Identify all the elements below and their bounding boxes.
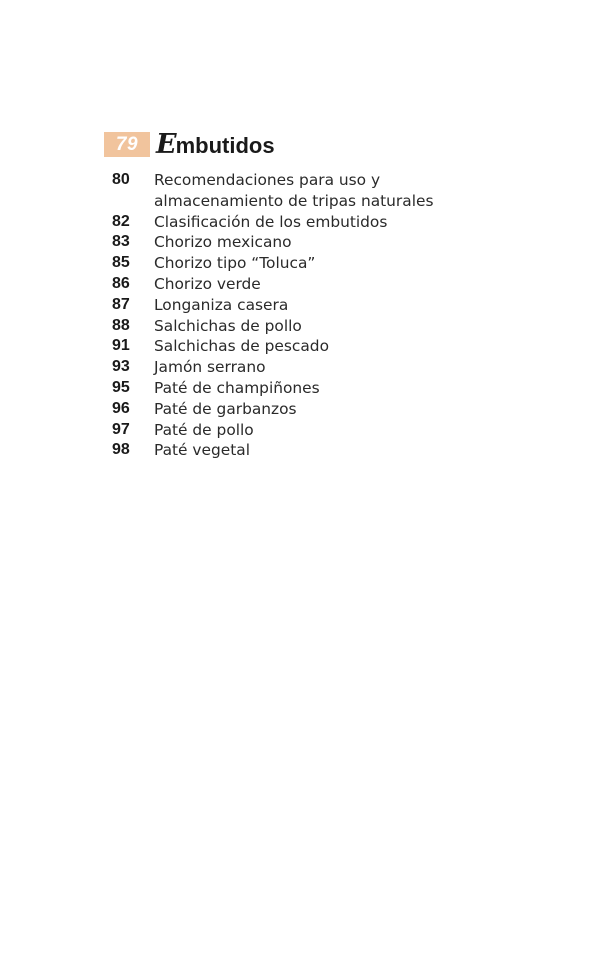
toc-entry	[112, 295, 532, 316]
toc-entry-title: Paté de champiñones	[154, 378, 320, 397]
toc-entry	[112, 440, 532, 461]
toc-entry-page: 85	[112, 254, 130, 272]
section-title-rest: mbutidos	[175, 132, 275, 158]
toc-entry-page: 86	[112, 274, 130, 292]
toc-entry-page: 80	[112, 171, 130, 188]
toc-entry-title: Jamón serrano	[154, 358, 266, 377]
toc-entry	[112, 232, 532, 253]
toc-entry	[112, 420, 532, 441]
toc-entry	[112, 170, 532, 212]
toc-entry-page: 96	[112, 399, 130, 417]
toc-entry-page: 98	[112, 441, 130, 459]
toc-entry-title: Recomendaciones para uso y almacenamiento de tripas naturales	[154, 171, 434, 210]
toc-entry-page: 91	[112, 337, 130, 355]
section-title	[156, 128, 275, 160]
toc-entry	[112, 399, 532, 420]
table-of-contents	[112, 170, 532, 461]
toc-entry-page: 87	[112, 295, 130, 313]
toc-entry-title: Paté vegetal	[154, 441, 250, 460]
toc-entry-title: Chorizo tipo “Toluca”	[154, 254, 316, 273]
toc-entry-page: 83	[112, 233, 130, 251]
toc-entry-title: Salchichas de pollo	[154, 316, 302, 335]
toc-entry-page: 88	[112, 316, 130, 334]
toc-entry	[112, 316, 532, 337]
toc-entry-page: 97	[112, 420, 130, 438]
toc-entry-title: Chorizo mexicano	[154, 233, 292, 252]
toc-entry	[112, 253, 532, 274]
toc-entry	[112, 357, 532, 378]
toc-entry	[112, 378, 532, 399]
toc-entry-title: Paté de garbanzos	[154, 399, 297, 418]
toc-entry-page: 82	[112, 212, 130, 230]
toc-entry	[112, 212, 532, 233]
toc-entry	[112, 336, 532, 357]
section-header	[104, 130, 275, 158]
toc-entry-title: Chorizo verde	[154, 274, 261, 293]
section-page-number-badge: 79	[104, 132, 150, 157]
toc-entry-title: Salchichas de pescado	[154, 337, 329, 356]
section-title-initial: E	[156, 128, 177, 160]
toc-entry-page: 93	[112, 358, 130, 376]
toc-entry-title: Paté de pollo	[154, 420, 254, 439]
toc-entry	[112, 274, 532, 295]
toc-entry-title: Clasificación de los embutidos	[154, 212, 388, 231]
toc-entry-title: Longaniza casera	[154, 295, 289, 314]
toc-entry-page: 95	[112, 378, 130, 396]
